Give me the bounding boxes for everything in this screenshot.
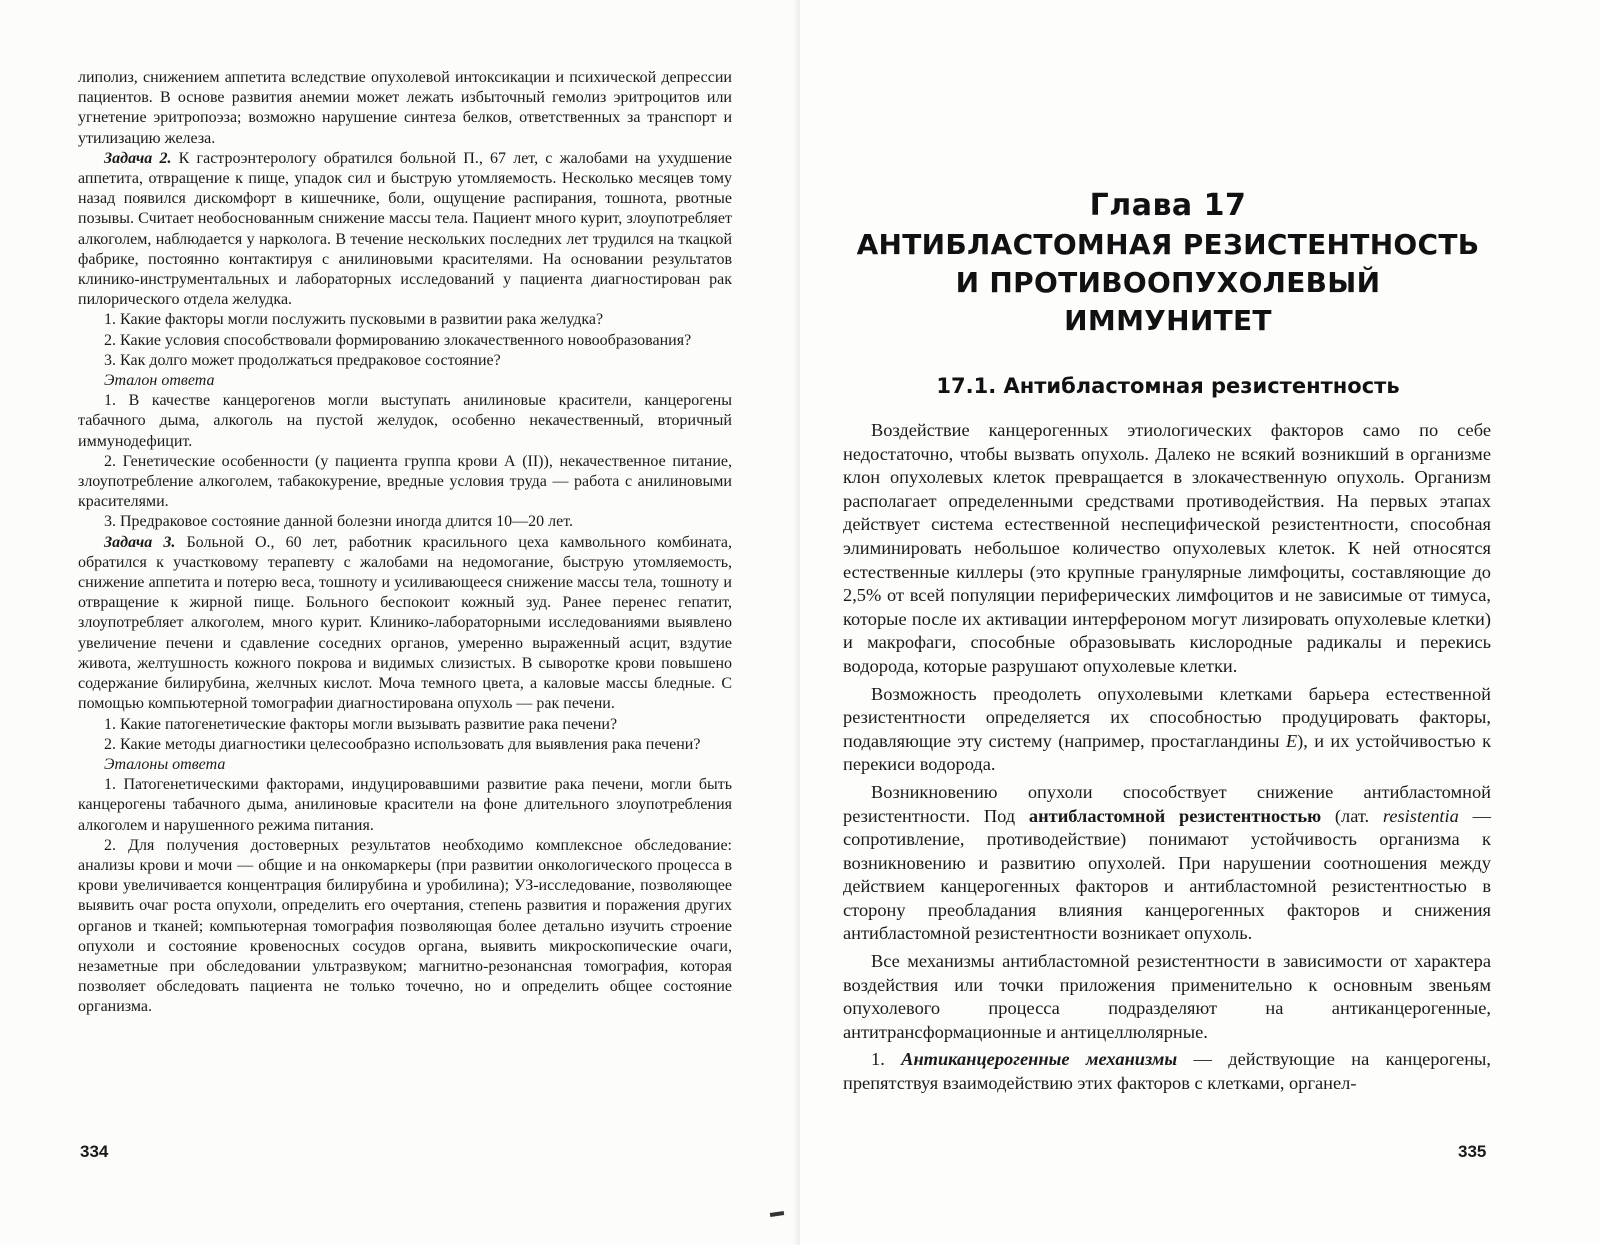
task-text: Больной О., 60 лет, работник красильного цеха камвольного комбината, обратился к участковому терапевту с жалобами на недомогание, быструю утомляемость, снижение аппетита и потерю веса, тошноту и усиливающееся снижение массы тела, тошноту и отвращение к жирной пище. Больного беспокоит кожный зуд. Ранее перенес гепатит, злоупотребляет алкоголем, много курит. Клинико-лабораторными исследованиями выявлено увеличение печени и сдавление соседних органов, умеренно выраженный асцит, вздутие живота, желтушность кожного покрова и видимых слизистых. В сыворотке крови повышено содержание билирубина, желчных кислот. Моча темного цвета, а каловые массы бледные. С помощью компьютерной томографии диагностирована опухоль — рак печени.: [78, 533, 732, 713]
latin-term: resistentia: [1382, 805, 1459, 826]
page-number-right: 335: [1458, 1142, 1487, 1161]
text-paragraph: 1. Какие факторы могли послужить пусковыми в развитии рака желудка?: [104, 311, 604, 329]
paragraph-4: Все механизмы антибластомной резистентности в зависимости от характера воздействия или точки приложения применительно к основным звеньям опухолевого процесса подразделяют на антиканцерогенные, антитрансформационные и антицеллюлярные.: [843, 951, 1491, 1042]
chapter-title-line-2: И ПРОТИВООПУХОЛЕВЫЙ ИММУНИТЕТ: [955, 266, 1381, 337]
text-paragraph: 1. В качестве канцерогенов могли выступать анилиновые красители, канцерогены табачного дыма, алкоголь на пустой желудок, особенно некачественный, вторичный иммунодефицит.: [78, 392, 732, 450]
paragraph-5-number: 1.: [871, 1049, 902, 1070]
text-paragraph: 2. Генетические особенности (у пациента группа крови А (II)), некачественное питание, злоупотребление алкоголем, табакокурение, вредные условия труда — работа с анилиновыми красителями.: [78, 452, 732, 511]
term-antiblastoma-resistance: антибластомной резистентностью: [1028, 805, 1322, 826]
text-paragraph: 3. Предраковое состояние данной болезни иногда длится 10—20 лет.: [104, 513, 573, 531]
paragraph-5: [843, 1048, 1491, 1095]
paragraph-1: Воздействие канцерогенных этиологических факторов само по себе недостаточно, чтобы вызвать опухоль. Далеко не всякий возникший в организме клон опухолевых клеток превращается в злокачественную опухоль. Организм располагает определенными средствами противодействия. На первых этапах действует система естественной неспецифической резистентности, способная элиминировать небольшое количество опухолевых клеток. К ней относятся естественные киллеры (это крупные гранулярные лимфоциты, составляющие до 2,5% от всей популяции периферических лимфоцитов и не зависимые от тимуса, которые после их активации интерфероном могут лизировать опухолевые клетки) и макрофаги, способные образовывать кислородные радикалы и перекись водорода, которые разрушают опухолевые клетки.: [843, 420, 1491, 676]
answer-heading: Эталоны ответа: [104, 755, 226, 773]
left-text-column: [78, 68, 732, 1018]
task-label: Задача 3.: [104, 533, 176, 551]
chapter-number: Глава 17: [1089, 188, 1247, 223]
text-paragraph: 2. Какие условия способствовали формированию злокачественного новообразования?: [104, 331, 692, 349]
paragraph-2-part-b: ), и их устойчивостью к перекиси водорода.: [843, 730, 1491, 775]
task-paragraph: [78, 149, 732, 311]
paragraph-5-text: — действующие на канцерогены, препятствуя взаимодействию этих факторов с клетками, органел-: [843, 1049, 1491, 1094]
answer-heading: Эталон ответа: [104, 372, 215, 390]
paragraph-2-part-a: Возможность преодолеть опухолевыми клетками барьера естественной резистентности определяется их способностью продуцировать факторы, подавляющие эту систему (например, простагландины: [843, 683, 1491, 751]
paragraph-2: [843, 683, 1491, 777]
prostaglandin-letter: E: [1285, 730, 1298, 751]
text-paragraph: липолиз, снижением аппетита вследствие опухолевой интоксикации и психической депрессии пациентов. В основе развития анемии может лежать избыточный гемолиз эритроцитов или угнетение эритропоэза; возможно нарушение синтеза белков, ответственных за транспорт и утилизацию железа.: [78, 69, 732, 147]
right-text-column: [843, 419, 1491, 1100]
paragraph-3-part-b: (лат.: [1321, 805, 1383, 826]
chapter-heading: [848, 186, 1488, 340]
paragraph-3: [843, 781, 1491, 946]
paragraph-3-part-c: — сопротивление, противодействие) понимают устойчивость организма к возникновению и развитию опухолей. При нарушении соотношения между действием канцерогенных факторов и антибластомной резистентностью в сторону преобладания влияния канцерогенных факторов и снижения антибластомной резистентности возникает опухоль.: [843, 805, 1491, 944]
text-paragraph: 3. Как долго может продолжаться предраковое состояние?: [104, 351, 501, 369]
task-label: Задача 2.: [104, 149, 172, 167]
task-text: К гастроэнтерологу обратился больной П., 67 лет, с жалобами на ухудшение аппетита, отвращение к пище, упадок сил и быструю утомляемость. Несколько месяцев тому назад появился дискомфорт в кишечнике, боли, ощущение распирания, тошнота, рвотные позывы. Считает необоснованным снижение массы тела. Пациент много курит, злоупотребляет алкоголем, наблюдается у нарколога. В течение нескольких последних лет трудился на ткацкой фабрике, постоянно контактируя с анилиновыми красителями. На основании результатов клинико-инструментальных и лабораторных исследований у пациента диагностирован рак пилорического отдела желудка.: [78, 149, 733, 309]
chapter-title-line-1: АНТИБЛАСТОМНАЯ РЕЗИСТЕНТНОСТЬ: [856, 228, 1480, 261]
text-paragraph: 2. Какие методы диагностики целесообразно использовать для выявления рака печени?: [104, 735, 701, 753]
text-paragraph: 2. Для получения достоверных результатов необходимо комплексное обследование: анализы крови и мочи — общие и на онкомаркеры (при развитии онкологического процесса в крови увеличивается концентрация билирубина и уробилина); УЗ-исследование, позволяющее выявить очаг роста опухоли, определить его очертания, степень развития и поражения других органов и тканей; компьютерная томография позволяющая более детально изучить строение опухоли и состояние кровеносных сосудов органа, выявить микроскопические очаги, незаметные при обследовании ультразвуком; магнитно-резонансная томография, которая позволяет обследовать пациента не только точечно, но и определить общее состояние организма.: [78, 836, 732, 1016]
page-number-left: 334: [80, 1142, 109, 1161]
section-title: 17.1. Антибластомная резистентность: [936, 374, 1400, 398]
paragraph-3-part-a: Возникновению опухоли способствует снижение антибластомной резистентности. Под: [843, 781, 1491, 826]
text-paragraph: 1. Какие патогенетические факторы могли вызывать развитие рака печени?: [104, 715, 618, 733]
task-paragraph: [78, 533, 732, 715]
text-paragraph: 1. Патогенетическими факторами, индуцировавшими развитие рака печени, могли быть канцерогены табачного дыма, анилиновые красители на фоне длительного злоупотребления алкоголем и нарушенного режима питания.: [78, 776, 732, 834]
term-anticarcinogenic-mechanisms: Антиканцерогенные механизмы: [901, 1049, 1178, 1070]
